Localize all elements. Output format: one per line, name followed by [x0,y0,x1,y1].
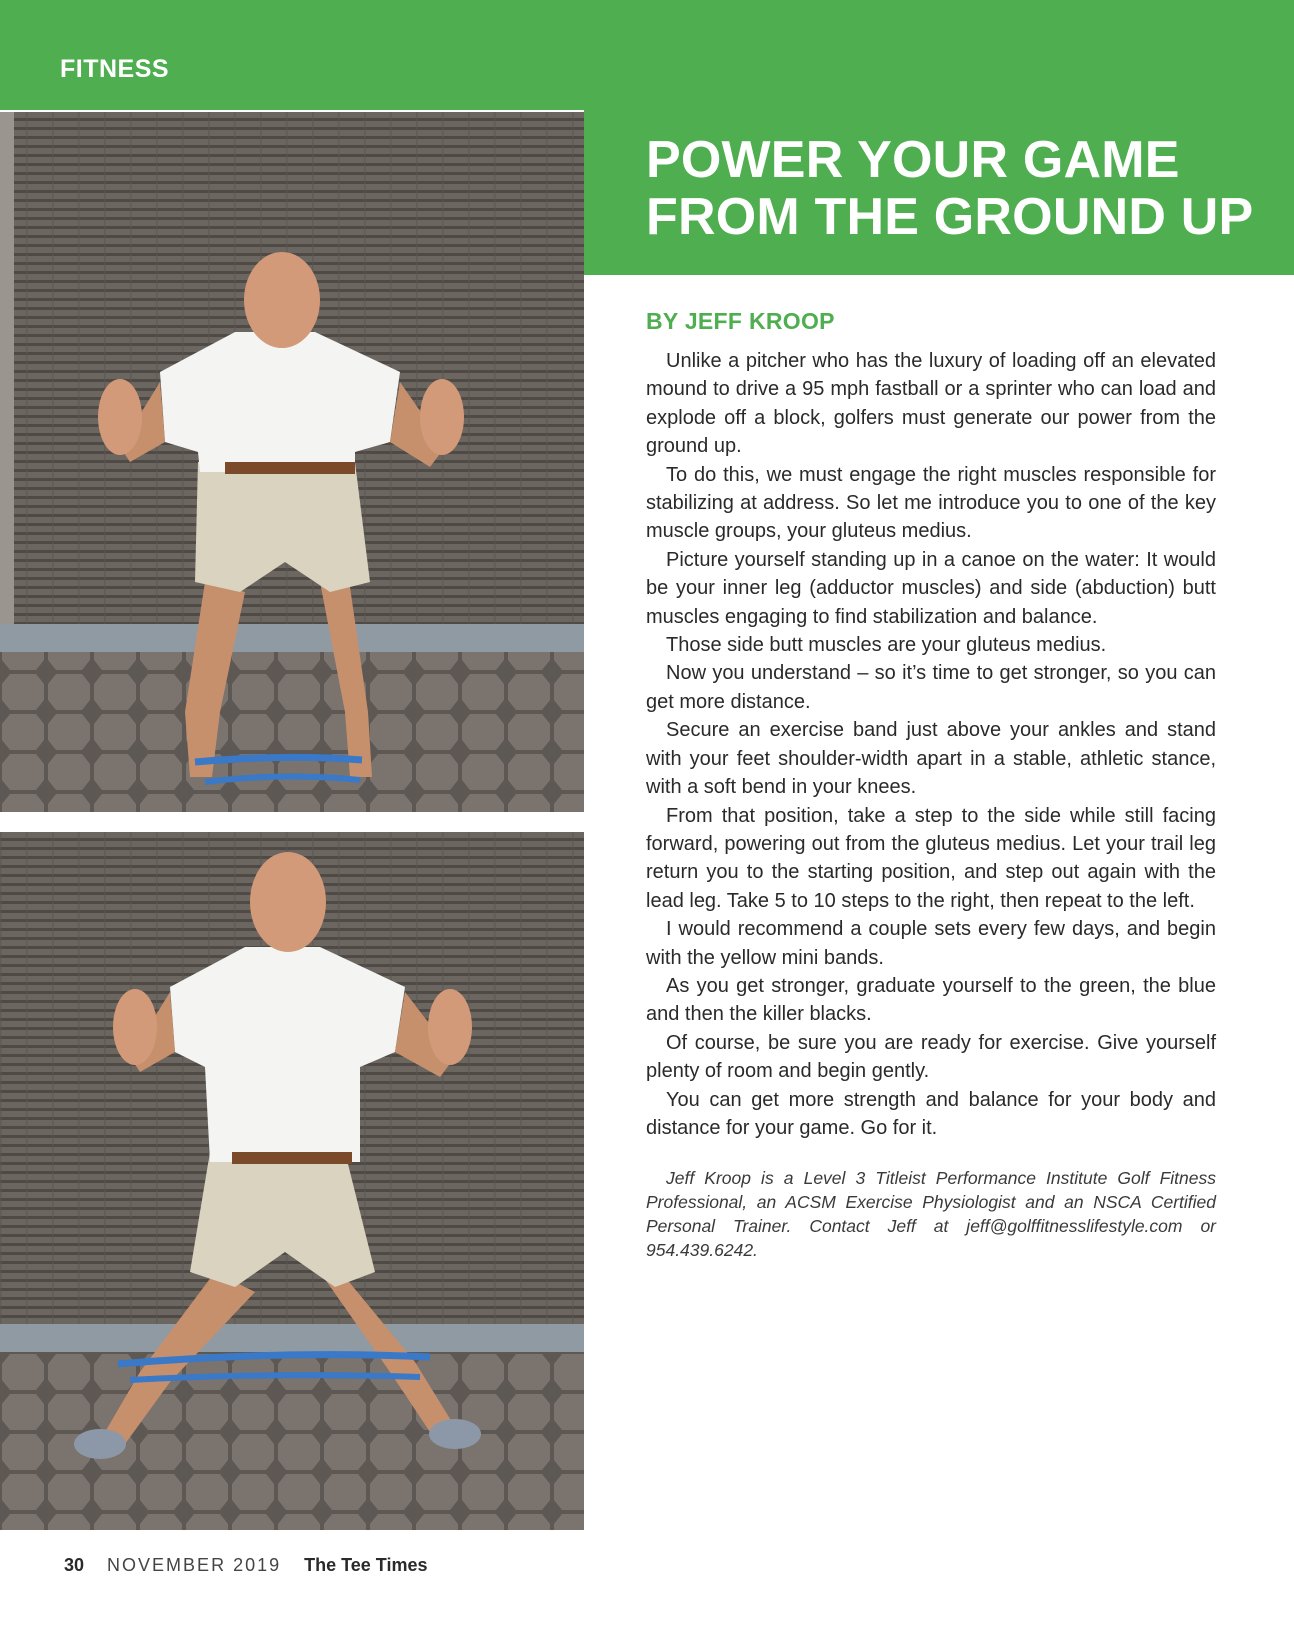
body-paragraph: To do this, we must engage the right muscles responsible for stabilizing at address. So let me introduce you to one of the key muscle groups, your gluteus medius. [646,463,1216,543]
body-paragraph: Now you understand – so it’s time to get stronger, so you can get more distance. [646,662,1216,713]
body-paragraph: Of course, be sure you are ready for exercise. Give yourself plenty of room and begin gently. [646,1031,1216,1083]
body-paragraph: Picture yourself standing up in a canoe on the water: It would be your inner leg (adductor muscles) and side (abduction) butt muscles engaging to find stabilization and balance. [646,548,1216,628]
article-headline [646,132,1286,246]
body-paragraph: As you get stronger, graduate yourself to the green, the blue and then the killer blacks. [646,974,1216,1026]
page-footer [64,1555,428,1576]
exercise-photo-start-position [0,112,584,812]
body-paragraph: You can get more strength and balance for your body and distance for your game. Go for it. [646,1088,1216,1139]
exercise-photo-illustration [0,112,584,812]
body-paragraph: I would recommend a couple sets every few days, and begin with the yellow mini bands. [646,918,1216,969]
author-bio: Jeff Kroop is a Level 3 Titleist Performance Institute Golf Fitness Professional, an ACSM Exercise Physiologist and an NSCA Certified Personal Trainer. Contact Jeff at jeff@golffitnesslifestyle.com or 954.439.6242. [646,1168,1216,1260]
body-paragraph: From that position, take a step to the side while still facing forward, powering out from the gluteus medius. Let your trail leg return you to the starting position, and step out again with the lead leg. Take 5 to 10 steps to the right, then repeat to the left. [646,804,1216,912]
issue-date: NOVEMBER 2019 [107,1555,282,1575]
headline-line-2: FROM THE GROUND UP [646,188,1254,246]
body-paragraph: Unlike a pitcher who has the luxury of loading off an elevated mound to drive a 95 mph fastball or a sprinter who can load and explode off a block, golfers must generate our power from the ground up. [646,350,1216,458]
section-label: FITNESS [60,55,170,83]
exercise-photo-wide-stance [0,832,584,1530]
byline: BY JEFF KROOP [646,308,835,334]
body-paragraph: Secure an exercise band just above your ankles and stand with your feet shoulder-width apart in a stable, athletic stance, with a soft bend in your knees. [646,719,1216,799]
exercise-photo-illustration [0,832,584,1530]
publication-name: The Tee Times [304,1555,428,1575]
body-paragraph: Those side butt muscles are your gluteus medius. [666,634,1107,657]
page-number: 30 [64,1555,85,1575]
headline-line-1: POWER YOUR GAME [646,131,1180,189]
article-body [646,347,1216,1142]
section-header-band [0,0,1294,110]
